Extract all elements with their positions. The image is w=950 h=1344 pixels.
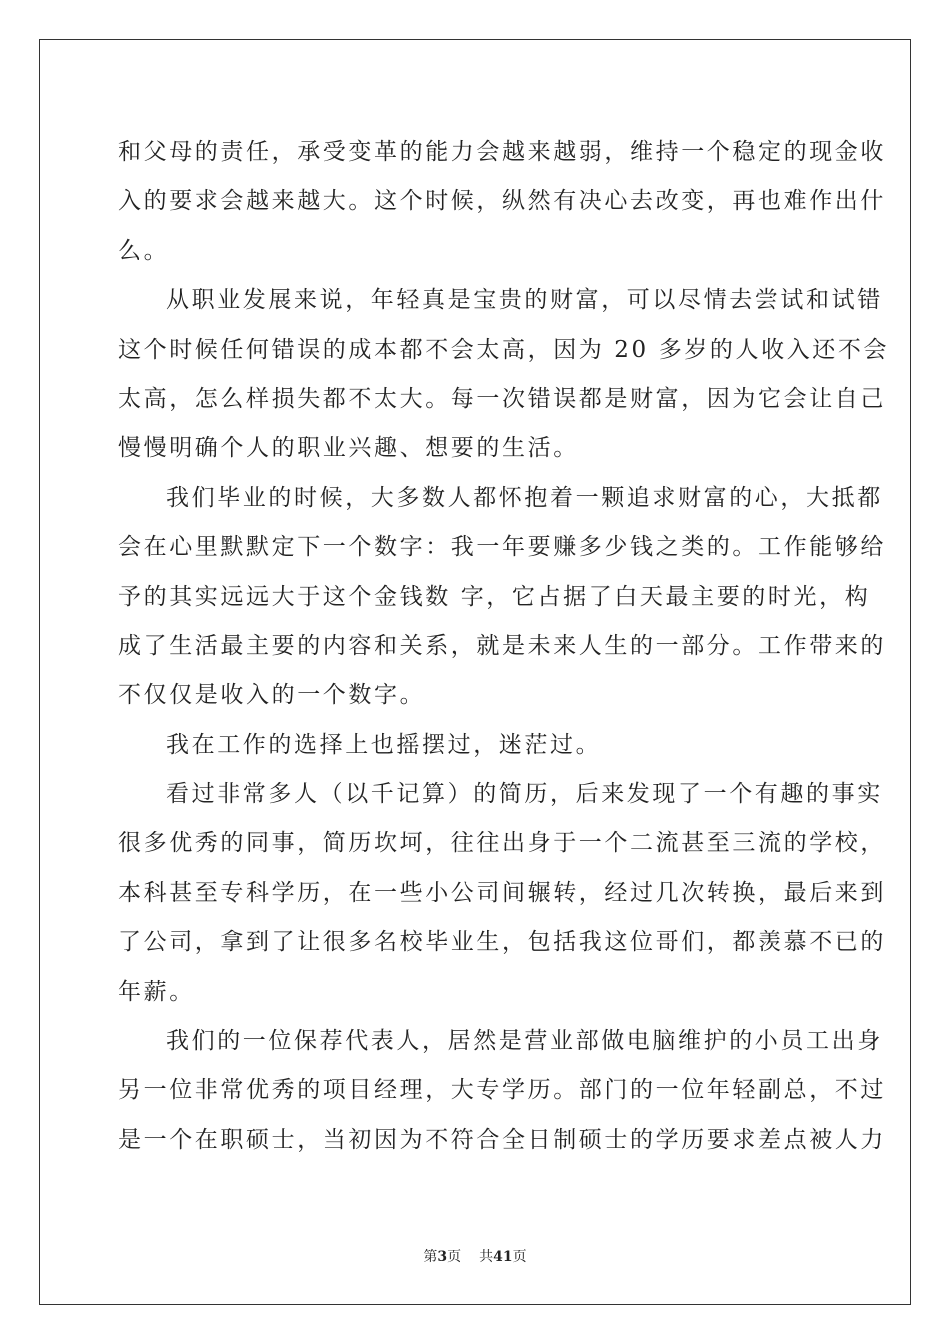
text-line: 另一位非常优秀的项目经理，大专学历。部门的一位年轻副总，不过 [118, 1077, 886, 1104]
text-line: 很多优秀的同事，简历坎坷，往往出身于一个二流甚至三流的学校， [118, 830, 886, 857]
text-line: 和父母的责任，承受变革的能力会越来越弱，维持一个稳定的现金收 [118, 139, 886, 165]
text-line: 予的其实远远大于这个金钱数 字，它占据了白天最主要的时光，构 [118, 583, 871, 610]
page-number: 3 [437, 1249, 448, 1265]
text-line: 成了生活最主要的内容和关系，就是未来人生的一部分。工作带来的 [118, 632, 886, 659]
text-line: 是一个在职硕士，当初因为不符合全日制硕士的学历要求差点被人力 [118, 1126, 886, 1153]
text-line: 慢慢明确个人的职业兴趣、想要的生活。 [118, 435, 579, 462]
text-line: 我在工作的选择上也摇摆过，迷茫过。 [166, 731, 602, 758]
text-line: 从职业发展来说，年轻真是宝贵的财富，可以尽情去尝试和试错 [166, 287, 883, 314]
text-line: 我们的一位保荐代表人，居然是营业部做电脑维护的小员工出身 [166, 1028, 883, 1055]
text-line: 太高，怎么样损失都不太大。每一次错误都是财富，因为它会让自己 [118, 385, 886, 412]
document-body [118, 128, 890, 1165]
text-line: 这个时候任何错误的成本都不会太高，因为 20 多岁的人收入还不会 [118, 336, 890, 363]
text-line: 了公司，拿到了让很多名校毕业生，包括我这位哥们，都羡慕不已的 [118, 929, 886, 956]
text-line: 会在心里默默定下一个数字：我一年要赚多少钱之类的。工作能够给 [118, 534, 886, 561]
page-suffix: 页 [447, 1249, 462, 1265]
text-line: 入的要求会越来越大。这个时候，纵然有决心去改变，再也难作出什 [118, 188, 886, 215]
text-line: 本科甚至专科学历，在一些小公司间辗转，经过几次转换，最后来到 [118, 879, 886, 906]
total-suffix: 页 [512, 1249, 527, 1265]
text-line: 看过非常多人（以千记算）的简历，后来发现了一个有趣的事实 [166, 781, 883, 808]
text-line: 年薪。 [118, 978, 195, 1005]
text-line: 不仅仅是收入的一个数字。 [118, 682, 426, 709]
total-pages: 41 [493, 1249, 513, 1265]
page-prefix: 第 [423, 1249, 438, 1265]
text-line: 么。 [118, 237, 170, 264]
text-line: 我们毕业的时候，大多数人都怀抱着一颗追求财富的心，大抵都 [166, 484, 883, 511]
page-footer [0, 1246, 950, 1266]
total-prefix: 共 [479, 1249, 494, 1265]
